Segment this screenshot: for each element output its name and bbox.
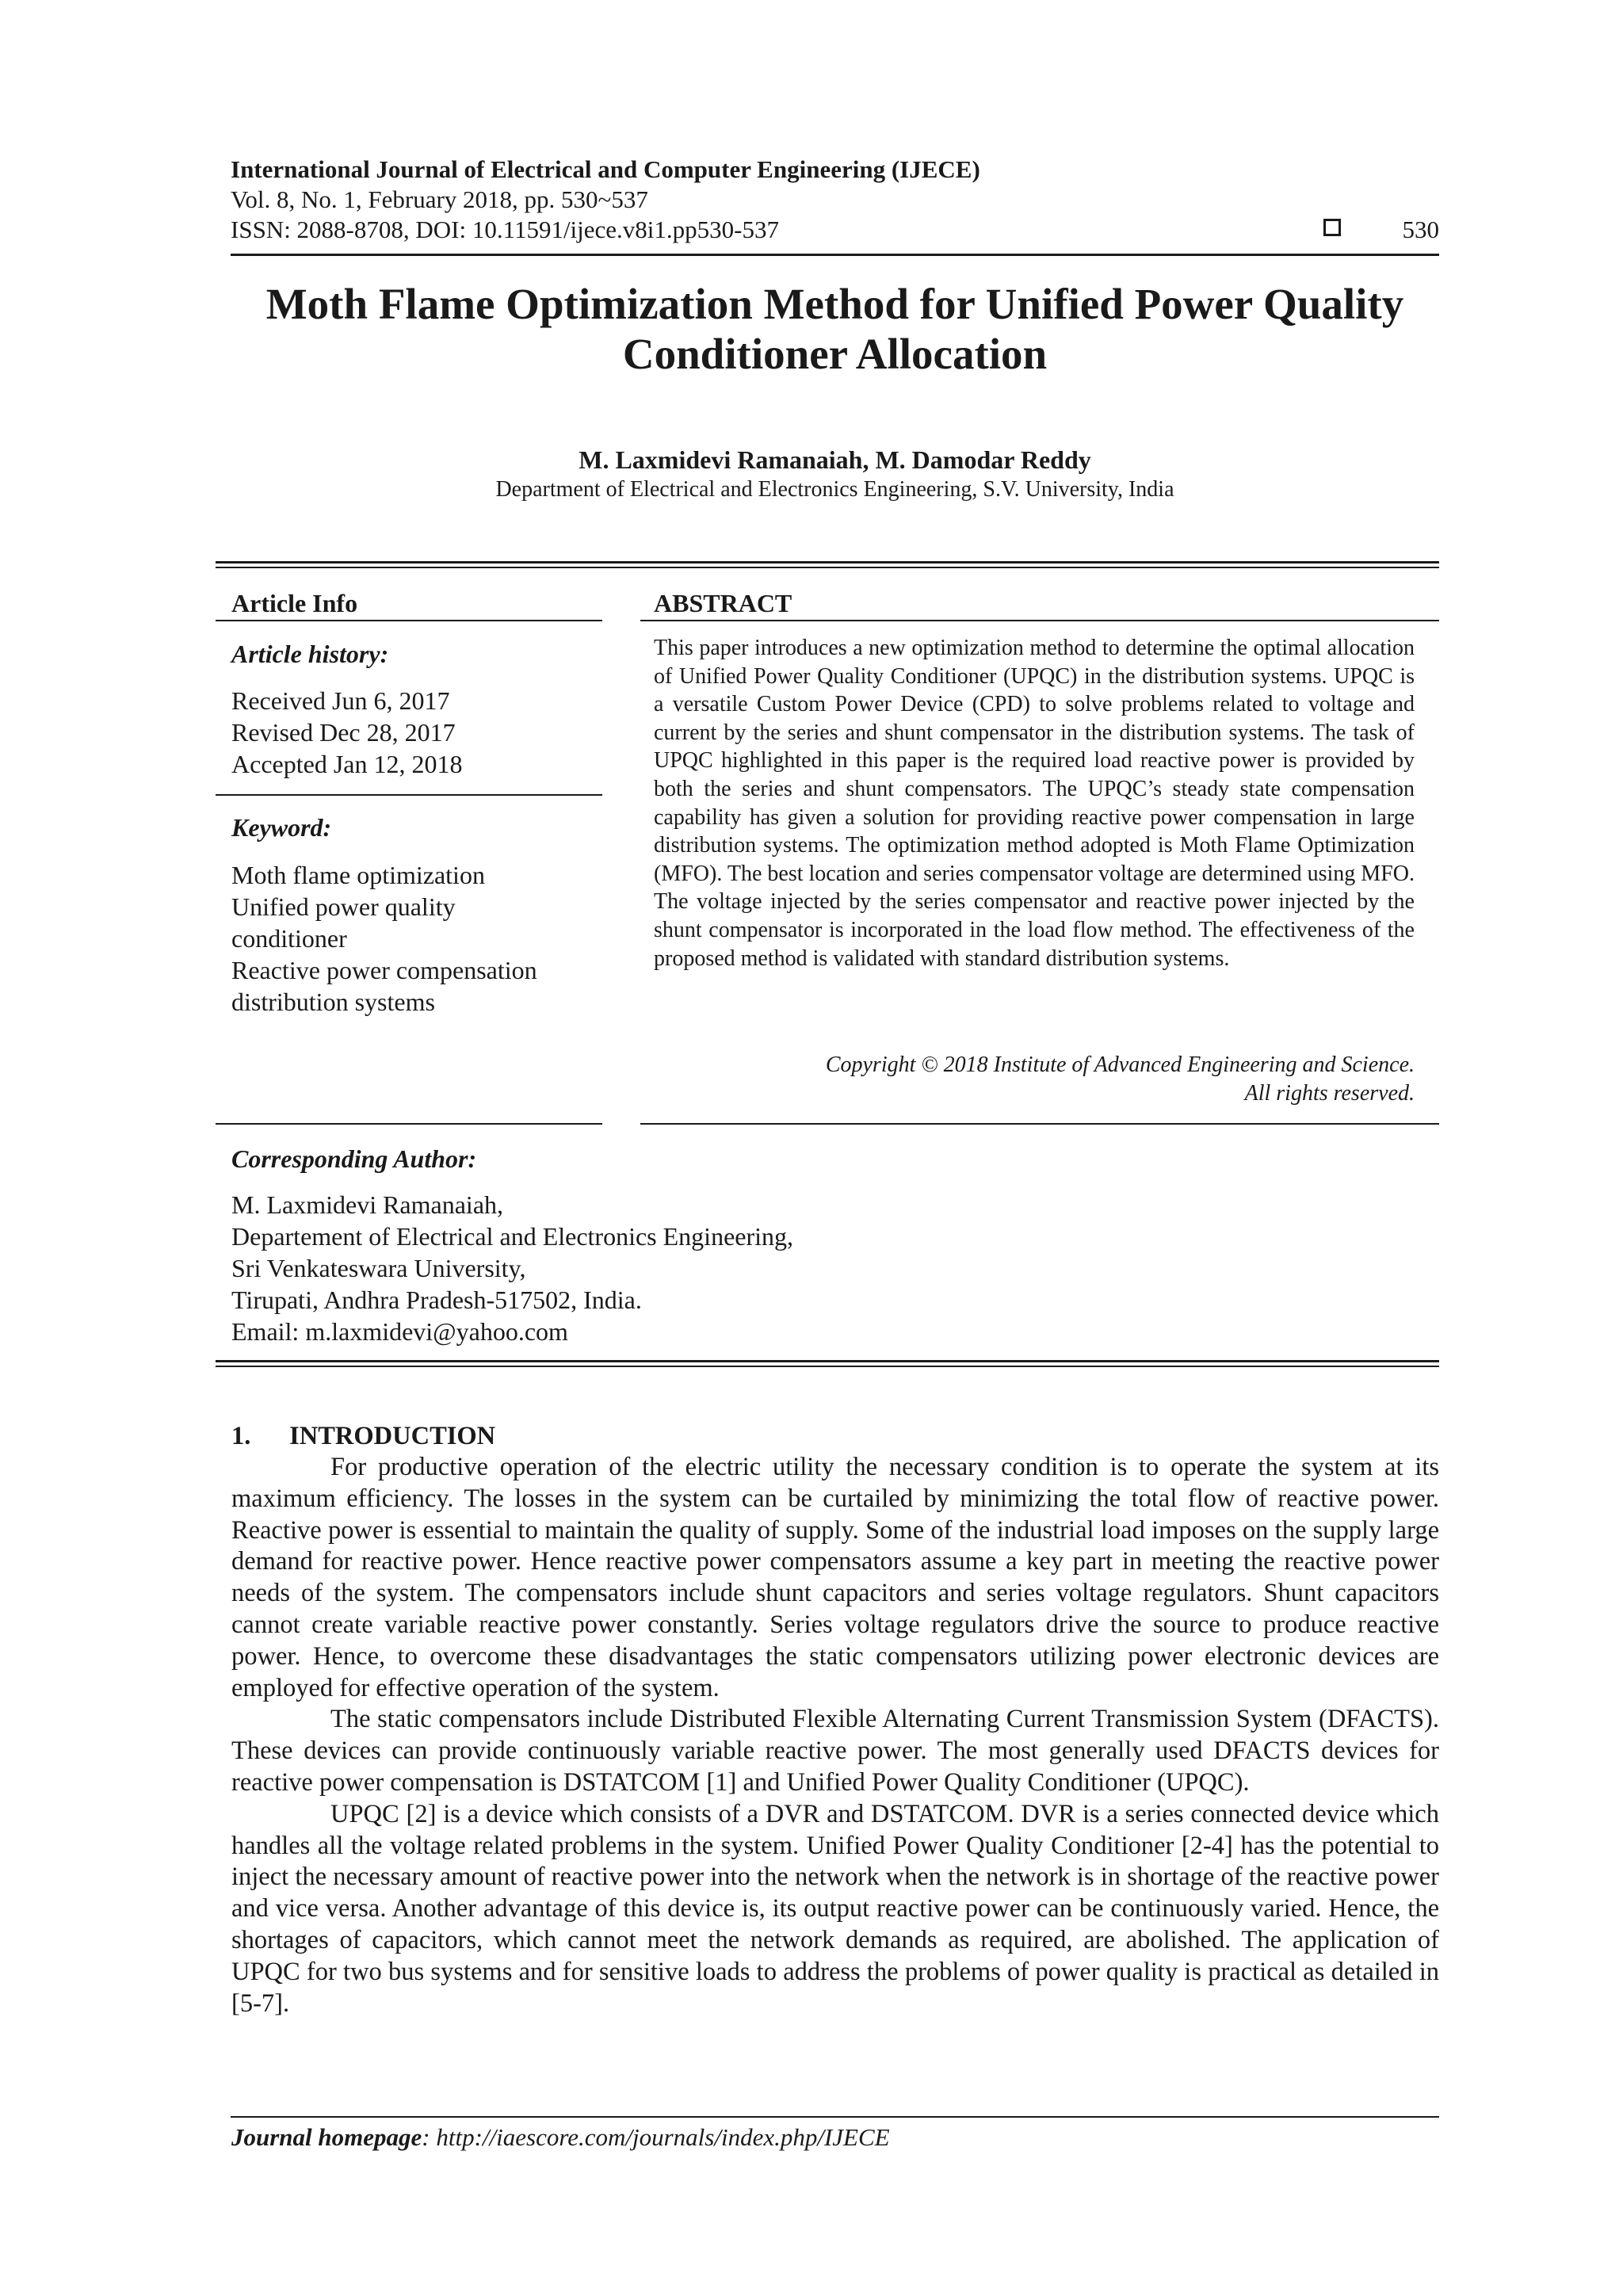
footer-rule bbox=[231, 2116, 1439, 2118]
homepage-label: Journal homepage bbox=[231, 2123, 422, 2151]
keyword-item: conditioner bbox=[231, 924, 347, 953]
history-rule bbox=[216, 794, 602, 796]
author-affiliation: Department of Electrical and Electronics Engineering, S.V. University, India bbox=[495, 477, 1174, 502]
infobox-top-rule bbox=[216, 561, 1439, 563]
corresponding-details bbox=[231, 1189, 793, 1347]
abstract-paragraph: This paper introduces a new optimization method to determine the optimal allocation of Unified Power Quality Conditioner (UPQC) in the distribution systems. UPQC is a versatile Custom Power Device (CPD) to solve problems related to voltage and current by the series and shunt compensator in the distribution systems. The task of UPQC highlighted in this paper is the required load reactive power is provided by both the series and shunt compensators. The UPQC’s steady state compensation capability has given a solution for providing reactive power compensation in large distribution systems. The optimization method adopted is Moth Flame Optimization (MFO). The best location and series compensator voltage are determined using MFO. The voltage injected by the series compensator and reactive power injected by the shunt compensator is incorporated in the load flow method. The effectiveness of the proposed method is validated with standard distribution systems. bbox=[654, 636, 1415, 971]
abstract-heading: ABSTRACT bbox=[654, 589, 792, 617]
introduction-body bbox=[231, 1452, 1439, 2019]
page-number: 530 bbox=[1402, 216, 1439, 243]
infobox-bottom-rule-2 bbox=[216, 1366, 1439, 1367]
title-line-1: Moth Flame Optimization Method for Unified Power Quality bbox=[265, 280, 1404, 328]
homepage-url[interactable]: : http://iaescore.com/journals/index.php/IJECE bbox=[422, 2123, 890, 2151]
introduction-heading: 1. INTRODUCTION bbox=[231, 1422, 496, 1450]
intro-paragraph: UPQC [2] is a device which consists of a DVR and DSTATCOM. DVR is a series connected device which handles all the voltage related problems in the system. Unified Power Quality Conditioner [2-4] has the potential to inject the necessary amount of reactive power into the network when the network is in shortage of the reactive power and vice versa. Another advantage of this device is, its output reactive power can be continuously varied. Hence, the shortages of capacitors, which cannot meet the network demands as required, are abolished. The application of UPQC for two bus systems and for sensitive loads to address the problems of power quality is practical as detailed in [5-7]. bbox=[231, 1799, 1439, 2018]
keyword-item: Moth flame optimization bbox=[231, 861, 485, 889]
intro-paragraph: For productive operation of the electric utility the necessary condition is to operate the system at its maximum efficiency. The losses in the system can be curtailed by minimizing the total flow of reactive power. Reactive power is essential to maintain the quality of supply. Some of the industrial load imposes on the supply large demand for reactive power. Hence reactive power compensators assume a key part in meeting the reactive power needs of the system. The compensators include shunt capacitors and series voltage regulators. Shunt capacitors cannot create variable reactive power constantly. Series voltage regulators drive the source to produce reactive power. Hence, to overcome these disadvantages the static compensators utilizing power electronic devices are employed for effective operation of the system. bbox=[231, 1453, 1439, 1702]
intro-paragraph: The static compensators include Distributed Flexible Alternating Current Transmission System (DFACTS). These devices can provide continuously variable reactive power. The most generally used DFACTS devices for reactive power compensation is DSTATCOM [1] and Unified Power Quality Conditioner (UPQC). bbox=[231, 1705, 1439, 1797]
corresponding-email: Email: m.laxmidevi@yahoo.com bbox=[231, 1317, 568, 1346]
keyword-rule bbox=[216, 1123, 602, 1125]
journal-name: International Journal of Electrical and Computer Engineering (IJECE) bbox=[231, 155, 980, 183]
header-rule bbox=[231, 254, 1439, 256]
corresponding-line: Sri Venkateswara University, bbox=[231, 1254, 526, 1282]
title-line-2: Conditioner Allocation bbox=[622, 330, 1048, 378]
keyword-item: Reactive power compensation bbox=[231, 956, 537, 984]
issn-doi: ISSN: 2088-8708, DOI: 10.11591/ijece.v8i1.pp530-537 bbox=[231, 216, 779, 243]
corresponding-heading: Corresponding Author: bbox=[231, 1144, 477, 1173]
article-info-heading: Article Info bbox=[231, 589, 358, 617]
keyword-item: Unified power quality bbox=[231, 892, 456, 921]
infobox-bottom-rule bbox=[216, 1360, 1439, 1362]
abstract-rule bbox=[640, 620, 1439, 621]
infobox-top-rule-2 bbox=[216, 567, 1439, 568]
received-date: Received Jun 6, 2017 bbox=[231, 686, 450, 715]
keyword-item: distribution systems bbox=[231, 988, 435, 1016]
corresponding-line: Tirupati, Andhra Pradesh-517502, India. bbox=[231, 1286, 642, 1314]
keyword-heading: Keyword: bbox=[231, 813, 332, 842]
volume-info: Vol. 8, No. 1, February 2018, pp. 530~537 bbox=[231, 185, 648, 213]
corresponding-line: M. Laxmidevi Ramanaiah, bbox=[231, 1190, 504, 1219]
copyright-notice: Copyright © 2018 Institute of Advanced Engineering and Science. bbox=[825, 1052, 1415, 1077]
journal-homepage bbox=[231, 2122, 890, 2153]
checkbox-icon bbox=[1323, 219, 1341, 236]
accepted-date: Accepted Jan 12, 2018 bbox=[231, 750, 463, 778]
author-names: M. Laxmidevi Ramanaiah, M. Damodar Reddy bbox=[579, 445, 1091, 474]
abstract-bottom-rule bbox=[640, 1123, 1439, 1125]
keyword-list bbox=[231, 859, 600, 1018]
revised-date: Revised Dec 28, 2017 bbox=[231, 718, 456, 747]
rights-notice: All rights reserved. bbox=[1244, 1081, 1415, 1106]
corresponding-line: Departement of Electrical and Electronics Engineering, bbox=[231, 1222, 794, 1251]
article-history-heading: Article history: bbox=[231, 640, 389, 668]
article-info-rule bbox=[216, 620, 602, 621]
abstract-body bbox=[654, 634, 1415, 972]
paper-title bbox=[231, 279, 1439, 379]
